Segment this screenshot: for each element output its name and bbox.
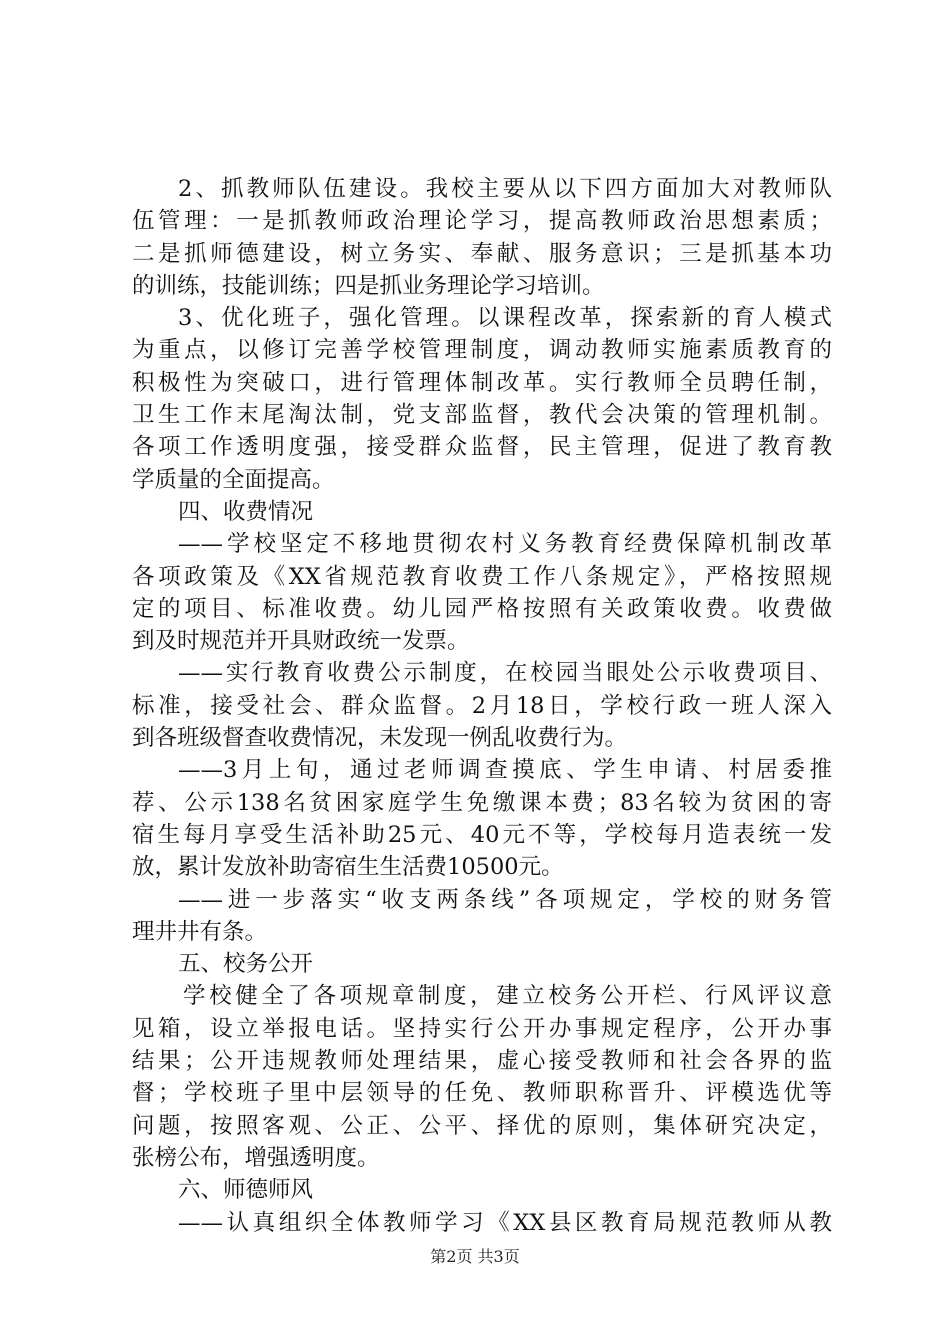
paragraph-line: 的训练，技能训练；四是抓业务理论学习培训。 [132,272,605,299]
paragraph-line: 督；学校班子里中层领导的任免、教师职称晋升、评模选优等 [132,1080,832,1107]
paragraph-line: 宿生每月享受生活补助25元、40元不等，学校每月造表统一发 [132,821,832,848]
paragraph-line: 各项政策及《XX省规范教育收费工作八条规定》，严格按照规 [132,563,832,590]
paragraph-line: 为重点，以修订完善学校管理制度，调动教师实施素质教育的 [132,337,832,364]
section-heading: 四、收费情况 [178,498,314,525]
paragraph-line: 2、抓教师队伍建设。我校主要从以下四方面加大对教师队 [178,176,832,202]
paragraph-line: 荐、公示138名贫困家庭学生免缴课本费；83名较为贫困的寄 [132,789,832,816]
section-heading: 六、师德师风 [178,1177,314,1204]
paragraph-line: ——3月上旬，通过老师调查摸底、学生申请、村居委推 [178,757,832,784]
paragraph-line: ——认真组织全体教师学习《XX县区教育局规范教师从教 [178,1209,832,1236]
paragraph-line: 结果；公开违规教师处理结果，虚心接受教师和社会各界的监 [132,1048,832,1075]
paragraph-line: 到及时规范并开具财政统一发票。 [132,628,470,655]
paragraph-line: 学校健全了各项规章制度，建立校务公开栏、行风评议意 [183,983,832,1010]
paragraph-line: 标准，接受社会、群众监督。2月18日，学校行政一班人深入 [132,692,832,719]
document-body [132,173,832,1239]
paragraph-line: 积极性为突破口，进行管理体制改革。实行教师全员聘任制， [132,369,832,396]
paragraph-line: 二是抓师德建设，树立务实、奉献、服务意识；三是抓基本功 [132,240,832,267]
paragraph-line: 放，累计发放补助寄宿生生活费10500元。 [132,854,564,881]
paragraph-line: ——实行教育收费公示制度，在校园当眼处公示收费项目、 [178,660,832,687]
paragraph-line: 见箱，设立举报电话。坚持实行公开办事规定程序，公开办事 [132,1015,832,1042]
page-number: 第2页 共3页 [430,1247,520,1266]
paragraph-line: 张榜公布，增强透明度。 [132,1144,380,1171]
paragraph-line: ——进一步落实“收支两条线”各项规定，学校的财务管 [178,886,832,913]
paragraph-line: 问题，按照客观、公正、公平、择优的原则，集体研究决定， [132,1112,832,1139]
paragraph-line: 定的项目、标准收费。幼儿园严格按照有关政策收费。收费做 [132,595,832,622]
section-heading: 五、校务公开 [178,951,314,978]
paragraph-line: 伍管理：一是抓教师政治理论学习，提高教师政治思想素质； [132,208,832,235]
paragraph-line: 各项工作透明度强，接受群众监督，民主管理，促进了教育教 [132,434,832,461]
paragraph-line: 学质量的全面提高。 [132,466,335,493]
paragraph-line: 卫生工作末尾淘汰制，党支部监督，教代会决策的管理机制。 [132,402,832,429]
paragraph-line: 到各班级督查收费情况，未发现一例乱收费行为。 [132,725,628,752]
paragraph-line: 理井井有条。 [132,918,268,945]
paragraph-line: ——学校坚定不移地贯彻农村义务教育经费保障机制改革 [178,531,832,558]
paragraph-line: 3、优化班子，强化管理。以课程改革，探索新的育人模式 [178,305,832,332]
